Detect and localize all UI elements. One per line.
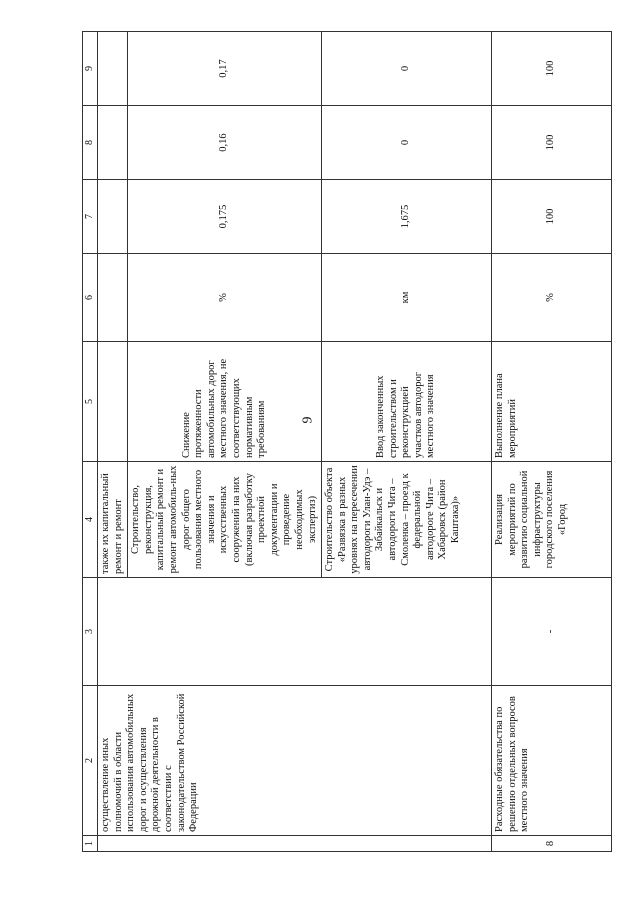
col-header-7: 7	[83, 180, 98, 254]
cell-col3: -	[492, 578, 612, 686]
value-cell-9: 100	[492, 32, 612, 106]
page-number: 9	[300, 416, 316, 424]
unit-cell: %	[492, 254, 612, 342]
value-cell-9	[98, 32, 128, 106]
table-row	[492, 32, 612, 852]
value-cell-9: 0	[322, 32, 492, 106]
value-cell-8: 0,16	[128, 106, 322, 180]
indicator-cell: Ввод законченных строительством и реконструкцией участков автодорог местного значения	[322, 342, 492, 462]
measure-cell: Строительство объекта «Развязка в разных уровнях на пересечении автодороги Улан-Удэ – Забайкальск и автодороги Чита – Смоленка – проезд к федеральной автодороге Чита – Хабаровск (район Каштака)»	[322, 462, 492, 578]
indicator-cell: Снижение протяженности автомобильных дорог местного значения, не соответствующих нормативным требованиям	[128, 342, 322, 462]
col-header-8: 8	[83, 106, 98, 180]
value-cell-8	[98, 106, 128, 180]
col-header-6: 6	[83, 254, 98, 342]
value-cell-7: 1,675	[322, 180, 492, 254]
header-row	[83, 32, 98, 852]
table-row	[98, 32, 128, 852]
row-number	[98, 836, 492, 852]
task-cell: Расходные обязательства по решению отдельных вопросов местного значения	[492, 686, 612, 836]
value-cell-7: 0,175	[128, 180, 322, 254]
value-cell-8: 100	[492, 106, 612, 180]
cell-col3	[98, 578, 492, 686]
col-header-2: 2	[83, 686, 98, 836]
measure-cell: также их капитальный ремонт и ремонт	[98, 462, 128, 578]
indicator-cell: Выполнение плана мероприятий	[492, 342, 612, 462]
program-table	[82, 31, 612, 852]
task-cell: осуществление иных полномочий в области использования автомобильных дорог и осуществления дорожной деятельности в соответствии с законодательством Российской Федерации	[98, 686, 492, 836]
col-header-9: 9	[83, 32, 98, 106]
unit-cell	[98, 254, 128, 342]
row-number: 8	[492, 836, 612, 852]
value-cell-7: 100	[492, 180, 612, 254]
value-cell-7	[98, 180, 128, 254]
col-header-1: 1	[83, 836, 98, 852]
col-header-4: 4	[83, 462, 98, 578]
value-cell-9: 0,17	[128, 32, 322, 106]
unit-cell: км	[322, 254, 492, 342]
measure-cell: Реализация мероприятий по развитию социальной инфраструктуры городского поселения «Город	[492, 462, 612, 578]
value-cell-8: 0	[322, 106, 492, 180]
col-header-3: 3	[83, 578, 98, 686]
col-header-5: 5	[83, 342, 98, 462]
rotated-table-container	[82, 32, 612, 852]
measure-cell: Строительство, реконструкция, капитальный ремонт и ремонт автомобиль-ных дорог общего пользования местного значения и искусственных сооружений на них (включая разработку проектной документации и проведение необходимых экспертиз)	[128, 462, 322, 578]
unit-cell: %	[128, 254, 322, 342]
indicator-cell	[98, 342, 128, 462]
